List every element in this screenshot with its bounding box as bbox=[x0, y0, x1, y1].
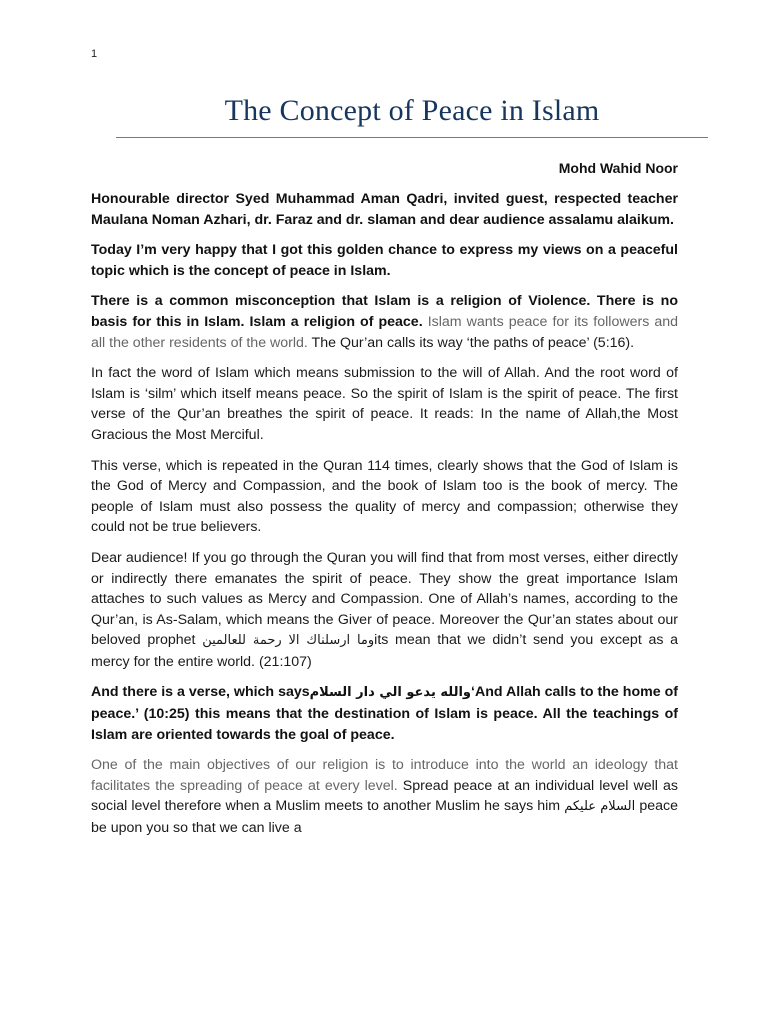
document-body bbox=[91, 189, 678, 849]
paragraph-silm: In fact the word of Islam which means submission to the will of Allah. And the root word of Islam is ‘silm’ which itself means peace. So the spirit of Islam is the spirit of peace. The first verse of the Qur’an breathes the spirit of peace. It reads: In the name of Allah,the Most Gracious the Most Merciful. bbox=[91, 365, 678, 443]
title-underline bbox=[116, 137, 708, 138]
greeting-explanation-text: Spread peace at an individual level well as social level therefore when a Muslim meets to another Muslim he says him bbox=[91, 777, 678, 815]
document-title: The Concept of Peace in Islam bbox=[224, 94, 600, 127]
verse-intro-text: And there is a verse, which says bbox=[91, 684, 310, 701]
arabic-mercy-verse: وما ارسلناك الا رحمة للعالمين bbox=[202, 633, 375, 649]
paragraph-dear-audience bbox=[91, 548, 678, 673]
paragraph-misconception bbox=[91, 291, 678, 353]
dear-audience-text: Dear audience! If you go through the Quran you will find that from most verses, either directly or indirectly there emanates the spirit of peace. They show the great importance Islam attaches to such values as Mercy and Compassion. One of Allah’s names, according to the Qur’an, is As-Salam, which means the Giver of peace. Moreover the Qur’an states about our beloved prophet bbox=[91, 549, 678, 649]
objectives-text: One of the main objectives of our religion is to introduce into the world an ideology that facilitates the spreading of peace at every level. bbox=[91, 757, 678, 794]
peace-be-upon-you-text: peace be upon you so that we can live a bbox=[91, 798, 678, 837]
paths-of-peace-text: The Qur’an calls its way ‘the paths of peace’ (5:16). bbox=[307, 334, 635, 351]
paragraph-verse-repeated: This verse, which is repeated in the Quran 114 times, clearly shows that the God of Islam is the God of Mercy and Compassion, and the book of Islam too is the book of mercy. The people of Islam must also possess the quality of mercy and compassion; otherwise they could not be true believers. bbox=[91, 457, 678, 536]
arabic-home-of-peace-verse: والله يدعو الي دار السلام bbox=[309, 685, 471, 701]
mercy-verse-meaning: its mean that we didn’t send you except as a mercy for the entire world. (21:107) bbox=[91, 632, 678, 670]
arabic-salam-greeting: السلام عليكم bbox=[564, 799, 636, 815]
paragraph-home-of-peace bbox=[91, 682, 678, 745]
home-of-peace-meaning: ‘And Allah calls to the home of peace.’ (10:25) this means that the destination of Islam is peace. All the teachings of Islam are oriented towards the goal of peace. bbox=[91, 684, 678, 743]
misconception-text: There is a common misconception that Islam is a religion of Violence. There is no basis for this in Islam. Islam a religion of peace. bbox=[91, 293, 678, 330]
paragraph-greeting: Honourable director Syed Muhammad Aman Qadri, invited guest, respected teacher Maulana Noman Azhari, dr. Faraz and dr. slaman and dear audience assalamu alaikum. bbox=[91, 191, 678, 228]
author-name: Mohd Wahid Noor bbox=[558, 160, 678, 176]
paragraph-intro: Today I’m very happy that I got this golden chance to express my views on a peaceful topic which is the concept of peace in Islam. bbox=[91, 242, 678, 279]
peace-for-followers-text: Islam wants peace for its followers and all the other residents of the world. bbox=[91, 313, 679, 351]
paragraph-objectives bbox=[91, 755, 678, 838]
page-number: 1 bbox=[91, 48, 98, 60]
